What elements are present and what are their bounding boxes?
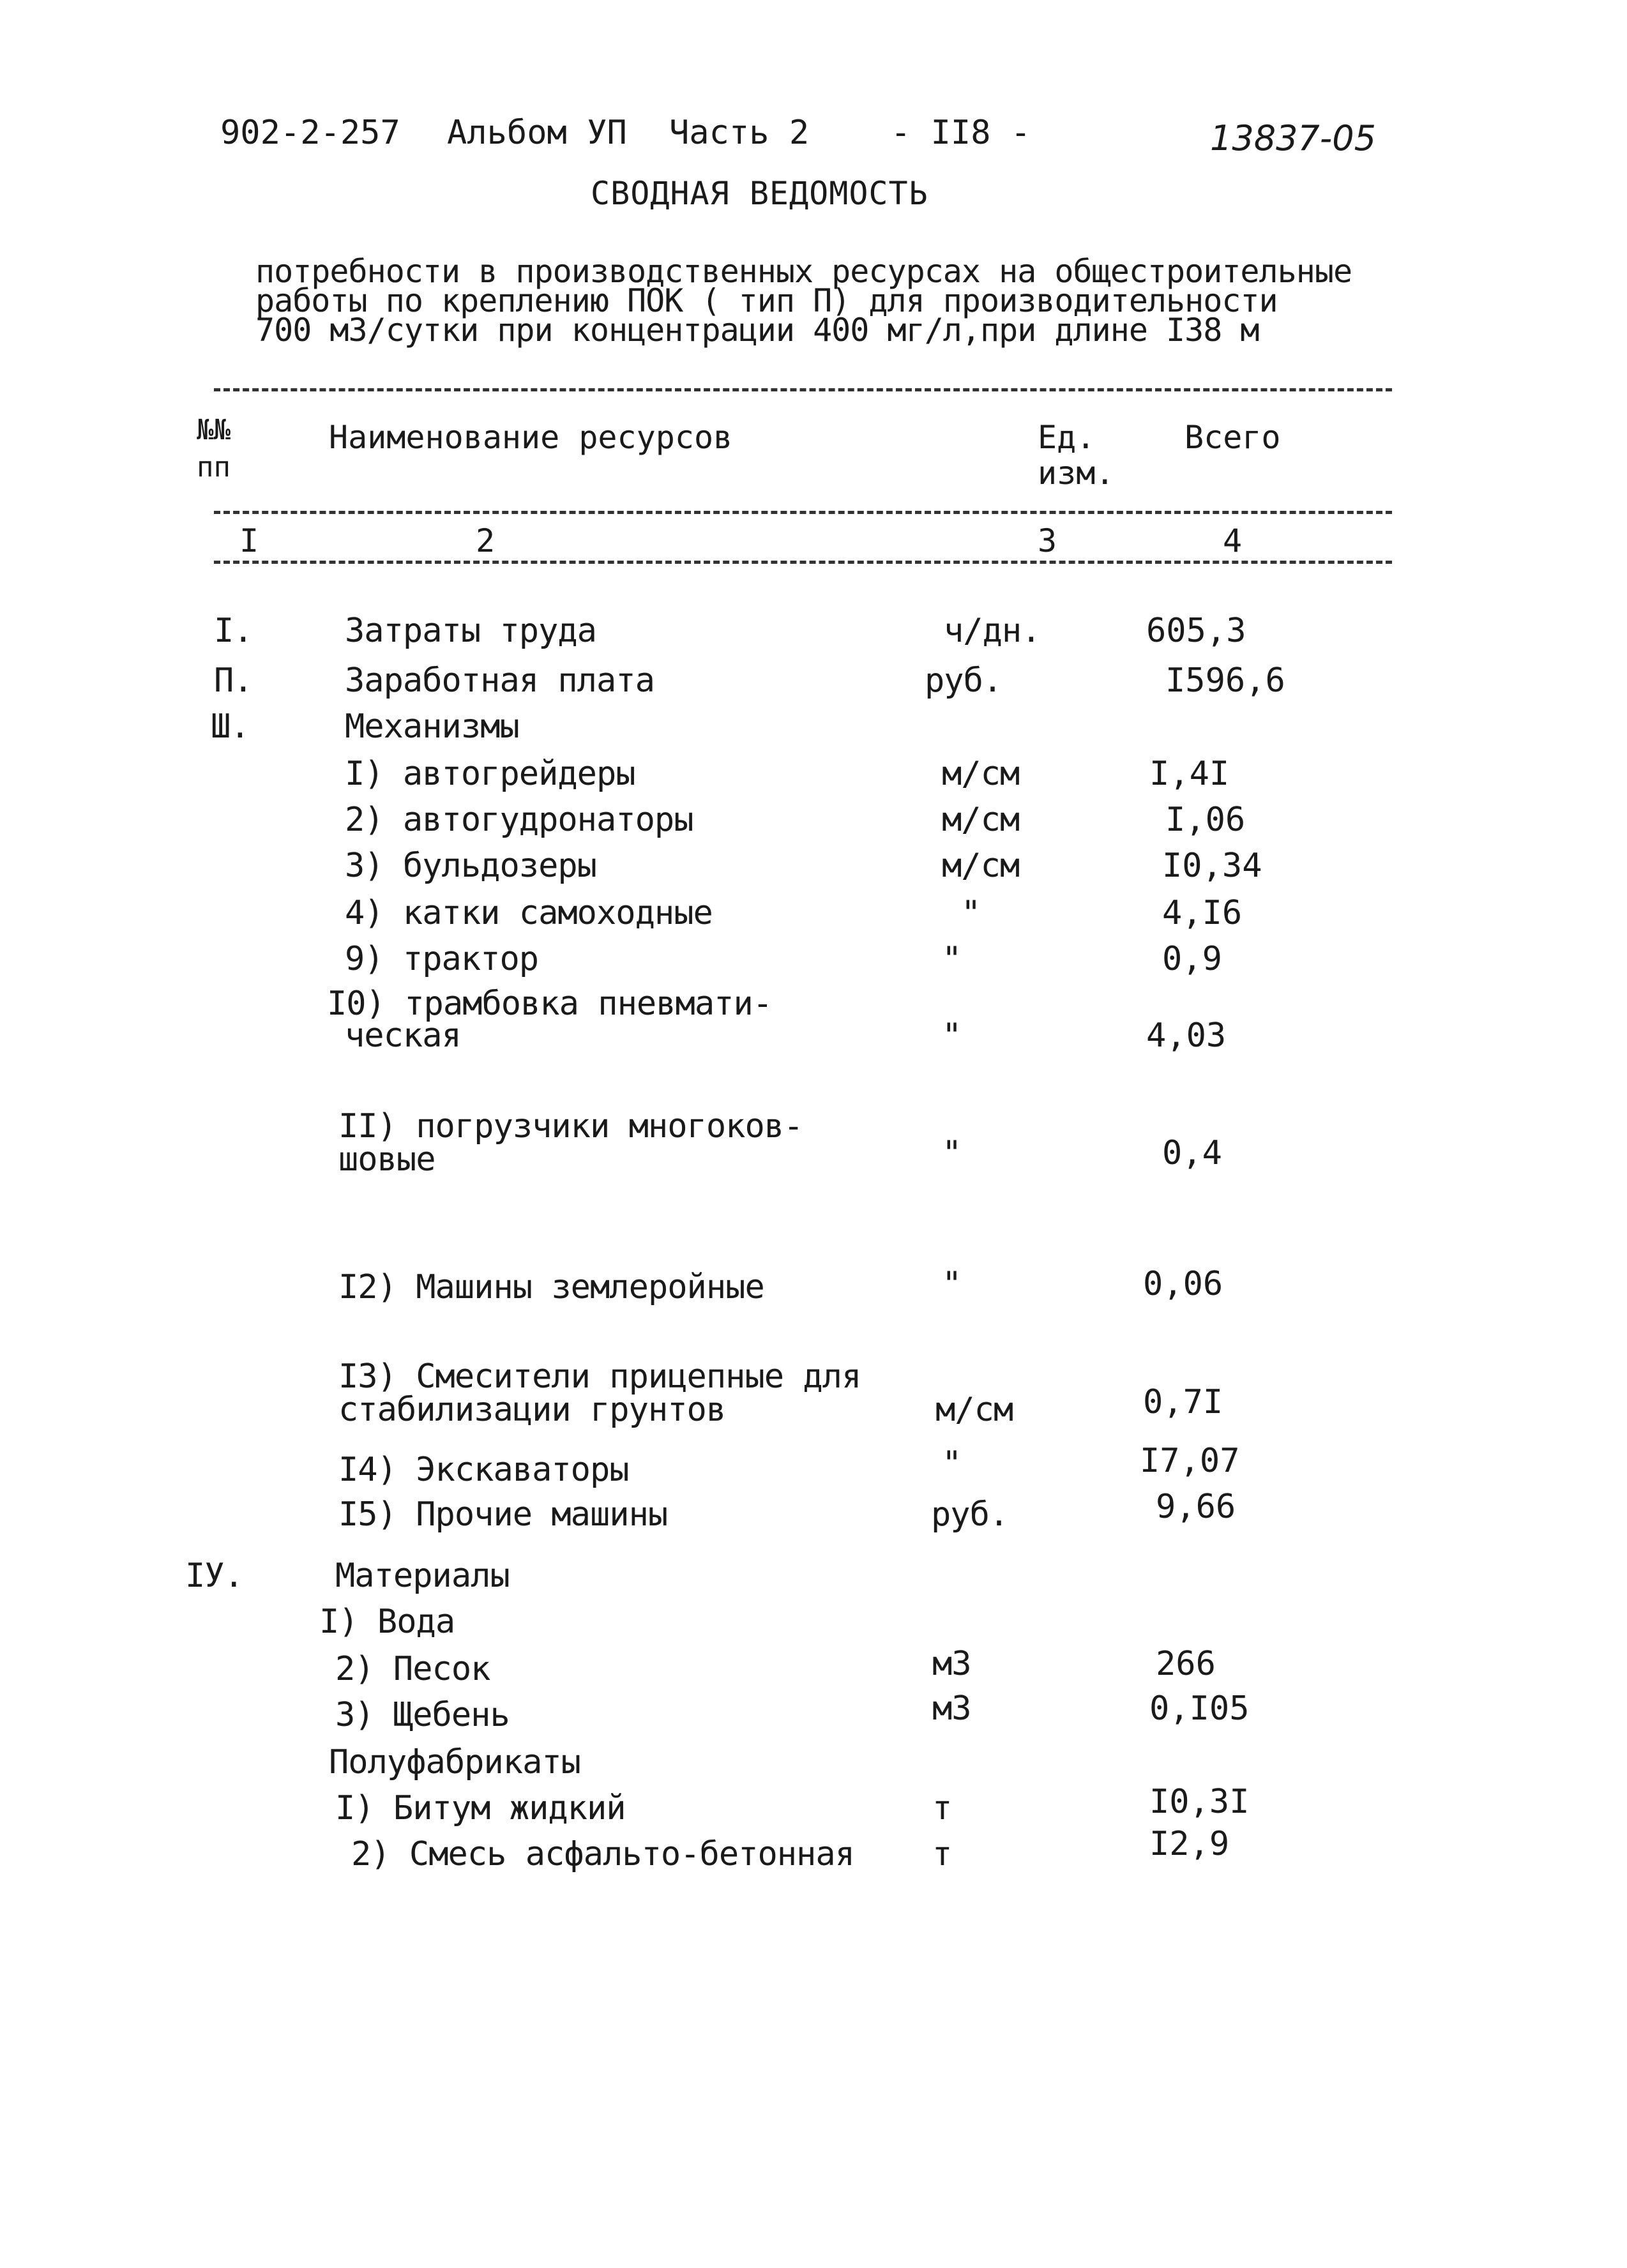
col-header-total: Всего xyxy=(1184,419,1281,456)
col-header-unit-line2: изм. xyxy=(1038,455,1115,492)
row-3-unit: м/см xyxy=(942,755,1020,793)
row-8-name-line1: I0) трамбовка пневмати- xyxy=(327,985,773,1023)
row-16-unit: м3 xyxy=(932,1645,971,1683)
row-7-total: 0,9 xyxy=(1162,940,1222,978)
row-20-total: I2,9 xyxy=(1149,1825,1230,1863)
row-10-total: 0,06 xyxy=(1143,1265,1223,1303)
row-12-name: I4) Экскаваторы xyxy=(338,1451,629,1489)
row-5-name: 3) бульдозеры xyxy=(345,847,596,885)
row-1-num: П. xyxy=(214,662,253,700)
row-10-unit: " xyxy=(942,1265,962,1303)
row-12-unit: " xyxy=(942,1444,962,1483)
column-numbers-rule xyxy=(214,561,1392,564)
row-12-total: I7,07 xyxy=(1140,1442,1240,1480)
row-17-total: 0,I05 xyxy=(1149,1690,1250,1728)
row-4-name: 2) автогудронаторы xyxy=(345,801,693,839)
table-top-rule xyxy=(214,388,1392,391)
row-13-name: I5) Прочие машины xyxy=(338,1495,668,1534)
row-1-name: Заработная плата xyxy=(345,662,655,700)
row-14-name: Материалы xyxy=(335,1557,510,1595)
row-16-name: 2) Песок xyxy=(335,1650,490,1688)
row-5-unit: м/см xyxy=(942,847,1020,885)
row-8-name-line2: ческая xyxy=(345,1017,461,1055)
row-16-total: 266 xyxy=(1156,1645,1216,1683)
row-13-total: 9,66 xyxy=(1156,1488,1236,1526)
row-11-name-line2: стабилизации грунтов xyxy=(338,1391,726,1429)
row-17-unit: м3 xyxy=(932,1690,971,1728)
col-number-1: I xyxy=(239,522,259,559)
row-19-unit: т xyxy=(932,1789,952,1827)
row-7-name: 9) трактор xyxy=(345,940,539,978)
row-20-unit: т xyxy=(932,1835,952,1873)
row-0-name: Затраты труда xyxy=(345,612,596,650)
row-19-name: I) Битум жидкий xyxy=(335,1789,626,1827)
row-2-num: Ш. xyxy=(211,707,250,746)
subtitle-line-1: потребности в производственных ресурсах на общестроительные xyxy=(255,253,1352,290)
col-header-num-line1: №№ xyxy=(197,414,231,446)
row-8-total: 4,03 xyxy=(1146,1017,1227,1055)
row-3-total: I,4I xyxy=(1149,755,1230,793)
row-1-unit: руб. xyxy=(925,662,1003,700)
row-17-name: 3) Щебень xyxy=(335,1696,510,1734)
row-11-total: 0,7I xyxy=(1143,1383,1223,1421)
row-13-unit: руб. xyxy=(931,1495,1009,1534)
col-number-4: 4 xyxy=(1223,522,1243,559)
col-header-num-line2: пп xyxy=(197,451,231,483)
album-label: Альбом УП xyxy=(447,114,627,152)
row-0-num: I. xyxy=(214,612,253,650)
row-11-name-line1: I3) Смесители прицепные для xyxy=(338,1357,861,1396)
row-9-total: 0,4 xyxy=(1162,1134,1222,1172)
row-15-name: I) Вода xyxy=(319,1603,455,1641)
row-0-unit: ч/дн. xyxy=(944,612,1041,650)
part-label: Часть 2 xyxy=(669,114,810,152)
row-5-total: I0,34 xyxy=(1162,847,1262,885)
col-header-name: Наименование ресурсов xyxy=(329,419,733,456)
row-8-unit: " xyxy=(942,1017,962,1055)
row-6-unit: " xyxy=(961,894,981,932)
row-3-name: I) автогрейдеры xyxy=(345,755,635,793)
subtitle-line-2: работы по креплению ПОК ( тип П) для производительности xyxy=(255,282,1278,319)
row-4-total: I,06 xyxy=(1165,801,1246,839)
document-code: 902-2-257 xyxy=(220,114,400,152)
row-10-name: I2) Машины землеройные xyxy=(338,1268,764,1306)
col-number-2: 2 xyxy=(476,522,496,559)
page-title: СВОДНАЯ ВЕДОМОСТЬ xyxy=(591,175,928,212)
subtitle-line-3: 700 м3/сутки при концентрации 400 мг/л,при длине I38 м xyxy=(255,312,1259,349)
row-0-total: 605,3 xyxy=(1146,612,1246,650)
page-number: - II8 - xyxy=(891,114,1031,152)
row-1-total: I596,6 xyxy=(1165,662,1285,700)
row-9-name-line1: II) погрузчики многоков- xyxy=(338,1107,803,1145)
handwritten-stamp: 13837-05 xyxy=(1210,118,1376,158)
row-20-name: 2) Смесь асфальто-бетонная xyxy=(351,1835,854,1873)
row-14-num: IУ. xyxy=(185,1557,243,1595)
row-7-unit: " xyxy=(942,940,962,978)
row-9-unit: " xyxy=(942,1134,962,1172)
row-6-name: 4) катки самоходные xyxy=(345,894,713,932)
row-6-total: 4,I6 xyxy=(1162,894,1243,932)
row-4-unit: м/см xyxy=(942,801,1020,839)
header-bottom-rule xyxy=(214,511,1392,514)
row-11-unit: м/см xyxy=(935,1391,1013,1429)
row-9-name-line2: шовые xyxy=(338,1140,435,1179)
col-header-unit-line1: Ед. xyxy=(1038,419,1096,456)
row-18-name: Полуфабрикаты xyxy=(329,1743,580,1781)
row-2-name: Механизмы xyxy=(345,707,519,746)
col-number-3: 3 xyxy=(1038,522,1057,559)
row-19-total: I0,3I xyxy=(1149,1783,1250,1821)
